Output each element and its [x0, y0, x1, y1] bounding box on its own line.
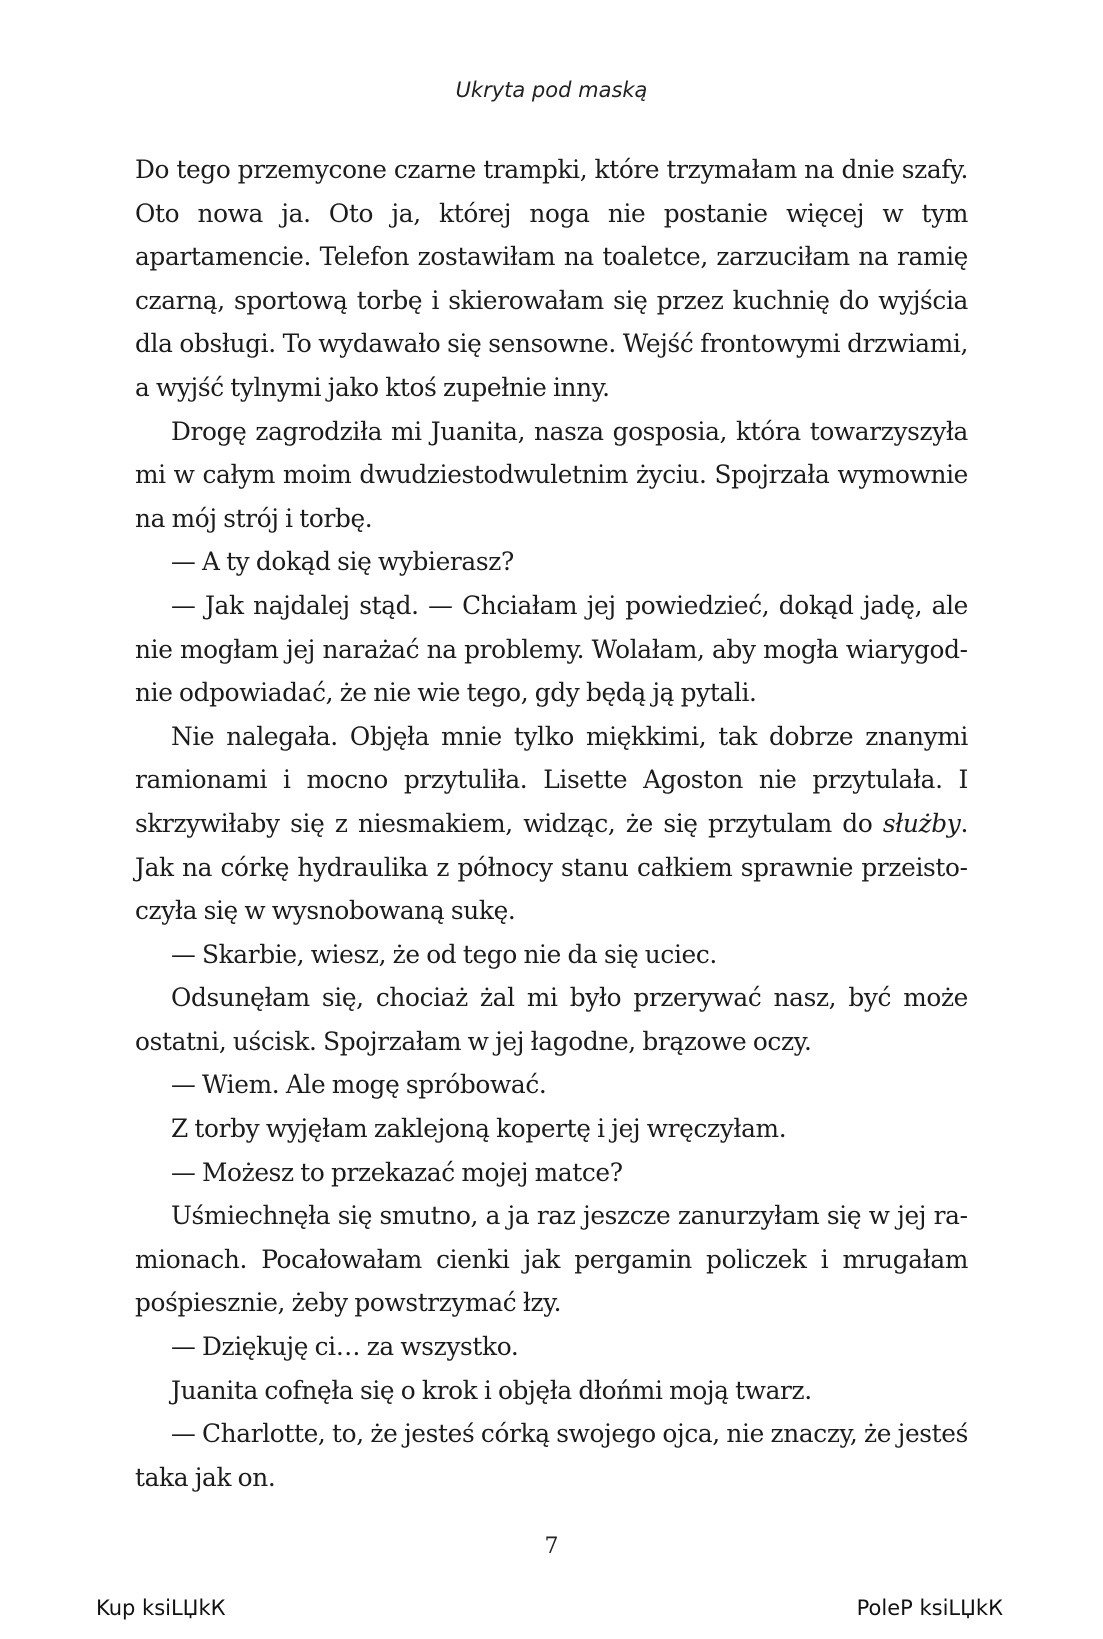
buy-book-link[interactable]: Kup ksiLЏkК: [96, 1596, 226, 1620]
running-head: Ukryta pod maską: [455, 78, 648, 102]
paragraph: Juanita cofnęła się o krok i objęła dłońmi moją twarz.: [171, 1375, 812, 1405]
dialogue-line: — Skarbie, wiesz, że od tego nie da się uciec.: [171, 939, 717, 969]
dialogue-line: — Możesz to przekazać mojej matce?: [171, 1157, 623, 1187]
paragraph: Drogę zagrodziła mi Juanita, nasza gosposia, która towarzyszyła mi w całym moim dwudziestodwuletnim życiu. Spojrzała wymownie na mój strój i torbę.: [135, 416, 968, 533]
recommend-book-link[interactable]: PoleP ksiLЏkК: [856, 1596, 1003, 1620]
body-text: [135, 148, 968, 1499]
dialogue-line: — Charlotte, to, że jesteś córką swojego ojca, nie znaczy, że jesteś taka jak on.: [135, 1419, 968, 1492]
paragraph: Odsunęłam się, chociaż żal mi było przerywać nasz, być może ostatni, uścisk. Spojrzałam w jej łagodne, brązowe oczy.: [135, 983, 968, 1056]
paragraph: Z torby wyjęłam zaklejoną kopertę i jej wręczyłam.: [171, 1114, 787, 1144]
dialogue-line: — Dziękuję ci… za wszystko.: [171, 1332, 519, 1362]
emphasis: służby: [882, 808, 961, 838]
page-number: 7: [544, 1534, 559, 1559]
paragraph: Do tego przemycone czarne trampki, które trzymałam na dnie szafy. Oto nowa ja. Oto ja, której noga nie postanie więcej w tym apartamencie. Telefon zostawiłam na toaletce, zarzuciłam na ramię czarną, sportową torbę i skierowałam się przez kuchnię do wyjścia dla obsługi. To wydawało się sensowne. Wejść frontowymi drzwiami, a wyjść tylnymi jako ktoś zupełnie inny.: [135, 155, 968, 402]
dialogue-line: — Jak najdalej stąd. — Chciałam jej powiedzieć, dokąd jadę, ale nie mogłam jej narażać na problemy. Wolałam, aby mogła wiarygodnie odpowiadać, że nie wie tego, gdy będą ją pytali.: [135, 590, 968, 708]
dialogue-line: — Wiem. Ale mogę spróbować.: [171, 1070, 547, 1100]
paragraph: Nie nalegała. Objęła mnie tylko miękkimi, tak dobrze znanymi ramionami i mocno przytuliła. Lisette Agoston nie przytulała. I skrzywiłaby się z niesmakiem, widząc, że się przytulam do służby. Jak na córkę hydraulika z północy stanu całkiem sprawnie przeistoczyła się w wysnobowaną sukę.: [135, 721, 968, 926]
dialogue-line: — A ty dokąd się wybierasz?: [171, 547, 514, 577]
paragraph: Uśmiechnęła się smutno, a ja raz jeszcze zanurzyłam się w jej ramionach. Pocałowałam cienki jak pergamin policzek i mrugałam pośpiesznie, żeby powstrzymać łzy.: [135, 1201, 968, 1318]
